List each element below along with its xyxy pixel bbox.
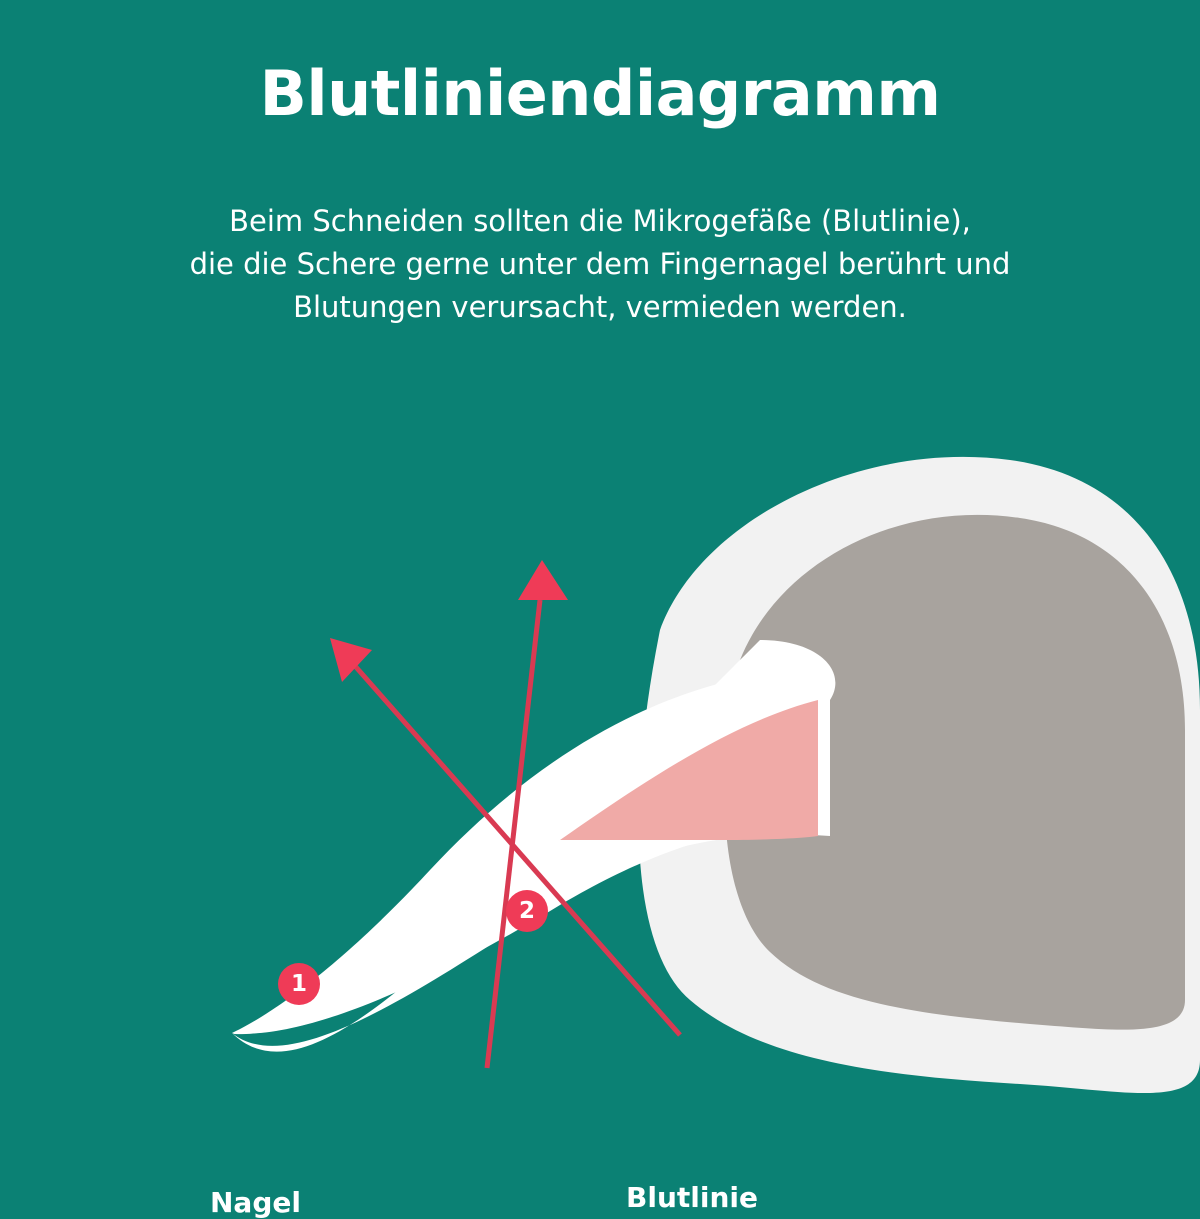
- marker-badge-2: 2: [506, 890, 548, 932]
- subtitle-line-3: Blutungen verursacht, vermieden werden.: [293, 289, 907, 324]
- subtitle-line-1: Beim Schneiden sollten die Mikrogefäße (Blutlinie),: [229, 204, 971, 238]
- label-bloodline: Blutlinie: [626, 1181, 758, 1214]
- claw-svg: [0, 400, 1200, 1200]
- page-title: Blutliniendiagramm: [259, 57, 941, 130]
- subtitle-line-2: die die Schere gerne unter dem Fingernagel berührt und: [189, 246, 1011, 281]
- page-subtitle: [100, 200, 1100, 329]
- label-nail: Nagel: [210, 1186, 301, 1219]
- marker-badge-1: 1: [278, 963, 320, 1005]
- claw-illustration: [0, 400, 1200, 1219]
